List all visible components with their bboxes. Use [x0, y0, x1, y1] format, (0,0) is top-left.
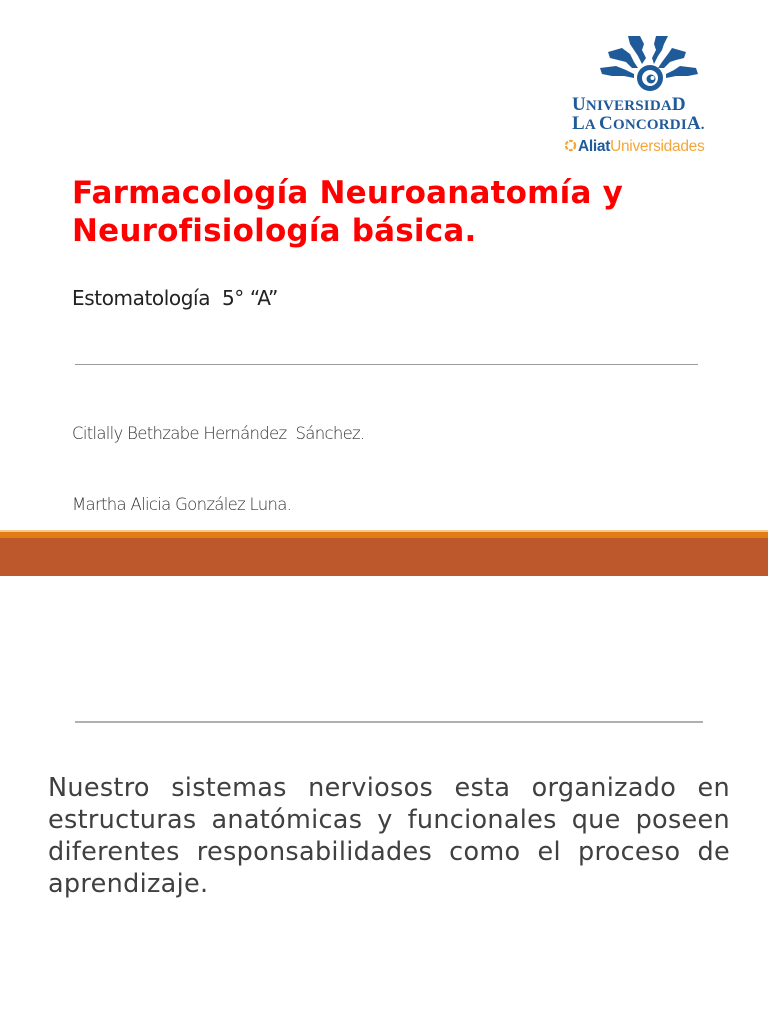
aliat-suffix: Universidades [610, 138, 705, 155]
body-paragraph: Nuestro sistemas nerviosos esta organizado en estructuras anatómicas y funcionales que poseen diferentes responsabilidades como el proceso de aprendizaje. [48, 773, 730, 899]
page-title: Farmacología Neuroanatomía y Neurofisiología básica. [72, 175, 624, 249]
logo-concordia-text: LA CONCORDIA. [572, 113, 705, 134]
slide-separator-band [0, 538, 768, 576]
author-item: Citlally Bethzabe Hernández Sánchez. [72, 424, 365, 443]
university-logo [562, 34, 748, 162]
aliat-ring-icon [564, 139, 577, 152]
divider [75, 364, 698, 365]
logo-university-text: UNIVERSIDAD [572, 94, 686, 115]
divider [75, 721, 703, 723]
subtitle: Estomatología 5° “A” [72, 286, 279, 310]
aliat-universidades-logo [564, 138, 704, 156]
slide-content [0, 576, 768, 1024]
sun-rays-emblem-icon [598, 34, 708, 94]
author-item: Martha Alicia González Luna. [72, 494, 292, 514]
aliat-prefix: Aliat [578, 138, 611, 155]
